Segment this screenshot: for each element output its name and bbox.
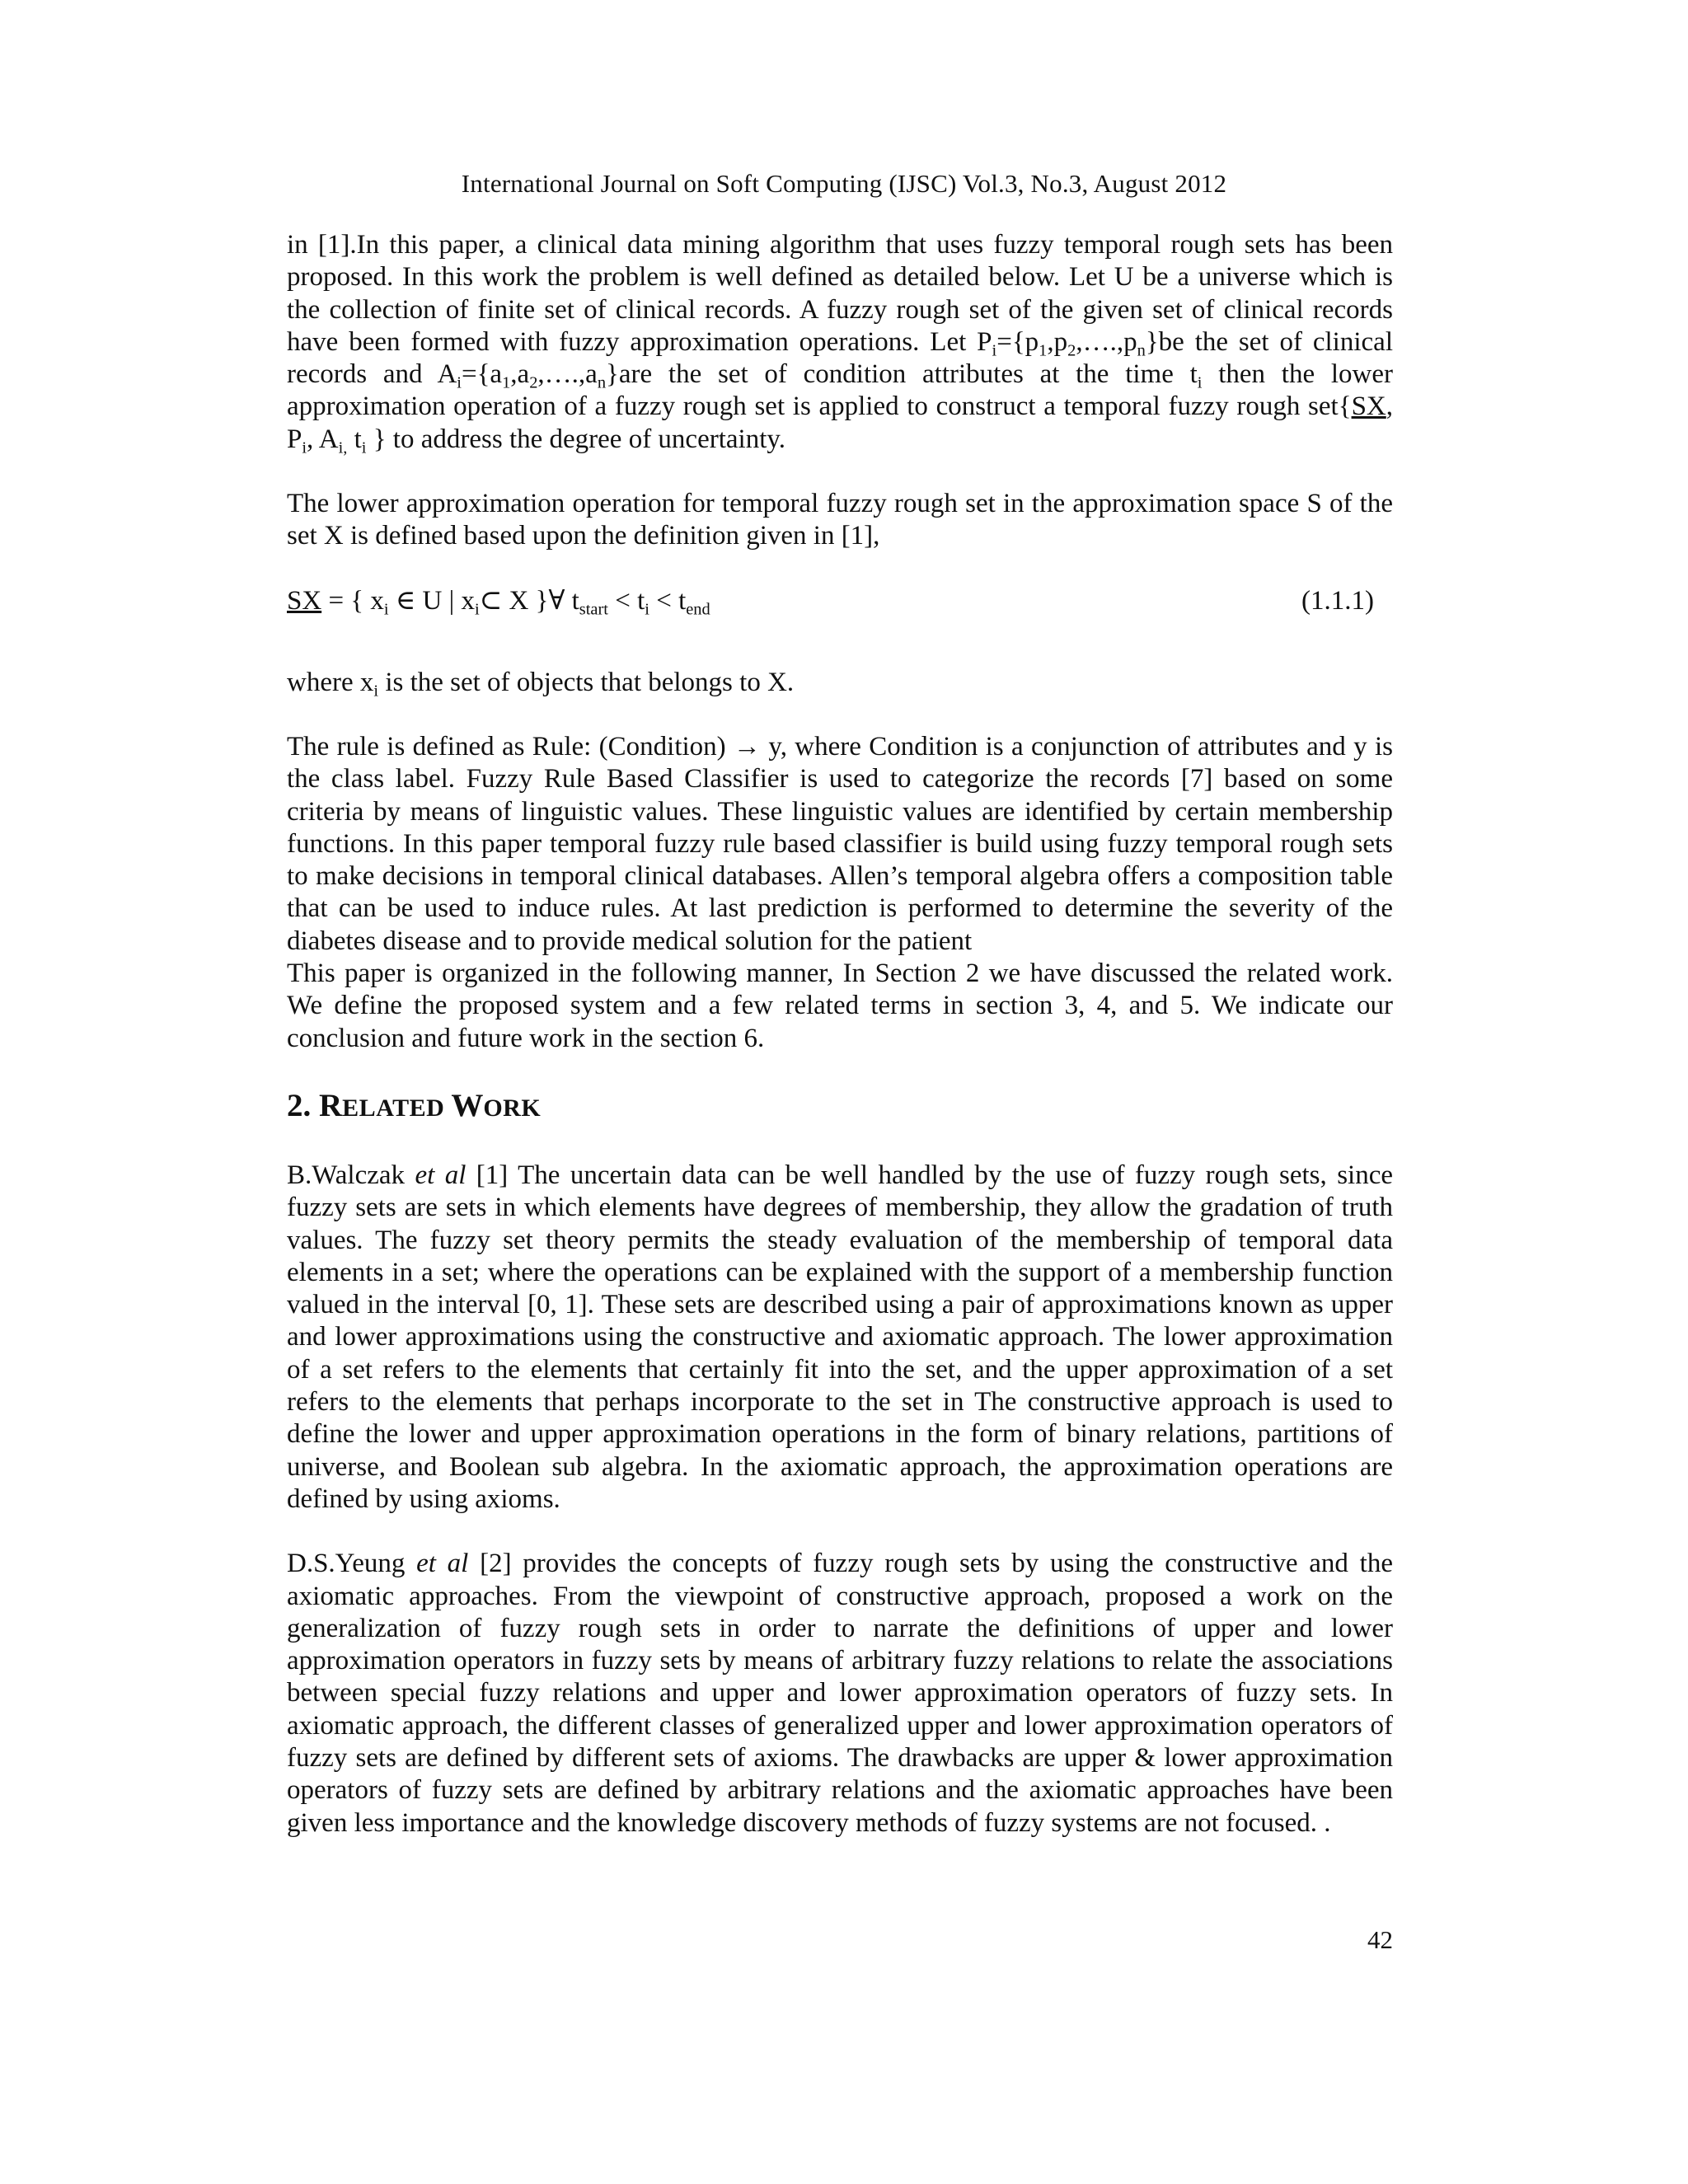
- where-clause: where $x_i$ is the set of objects that belongs to X.: [287, 667, 795, 701]
- rule-paragraph: The rule is defined as Rule: (Condition) → y, where Condition is a conjunction of attributes and y is the class label. Fuzzy Rule Based Classifier is used to categorize the records [7] based on some criteria by means of linguistic values. These linguistic values are identified by certain membership functions. In this paper temporal fuzzy rule based classifier is build using fuzzy temporal rough sets to make decisions in temporal clinical databases. Allen’s temporal algebra offers a composition table that can be used to induce rules. At last prediction is performed to determine the severity of the diabetes disease and to provide medical solution for the patient: [287, 731, 1393, 956]
- organization-paragraph: This paper is organized in the following manner, In Section 2 we have discussed the related work. We define the proposed system and a few related terms in section 3, 4, and 5. We indicate our conclusion and future work in the section 6.: [287, 958, 1393, 1053]
- page-body: [287, 229, 1393, 1840]
- walczak-paragraph: B.Walczak et al [1] The uncertain data can be well handled by the use of fuzzy rough sets, since fuzzy sets are sets in which elements have degrees of membership, they allow the gradation of truth values. The fuzzy set theory permits the steady evaluation of the membership of temporal data elements in a set; where the operations can be explained with the support of a membership function valued in the interval [0, 1]. These sets are described using a pair of approximations known as upper and lower approximations using the constructive and axiomatic approach. The lower approximation of a set refers to the elements that certainly fit into the set, and the upper approximation of a set refers to the elements that perhaps incorporate to the set in The constructive approach is used to define the lower and upper approximation operations in the form of binary relations, partitions of universe, and Boolean sub algebra. In the axiomatic approach, the approximation operations are defined by using axioms.: [287, 1160, 1393, 1514]
- equation-1-1-1: [287, 585, 1393, 618]
- page-number: 42: [1367, 1925, 1393, 1954]
- intro-paragraph-1: in [1].In this paper, a clinical data mining algorithm that uses fuzzy temporal rough sets has been proposed. In this work the problem is well defined as detailed below. Let U be a universe which is the collection of finite set of clinical records. A fuzzy rough set of the given set of clinical records have been formed with fuzzy approximation operations. Let $P_i=\{p_1,p_2,\dots.,p_n\}be$ the set of clinical records and $A_i=\{a_1,a_2,\dots.,a_n\}are$ the set of condition attributes at the time $t_i$ then the lower approximation operation of a fuzzy rough set is applied to construct a temporal fuzzy rough set{SX, $P_i$, $A_{i,}$ $t_i$ } to address the degree of uncertainty.: [287, 230, 1393, 457]
- equation-body: SX = { $x_i$ ∈ U | $x_i\subset$ X }∀ $t_{start} < t_i < t_{end}$: [287, 585, 710, 619]
- equation-number: (1.1.1): [1301, 585, 1374, 616]
- sx-lower-approximation: SX: [1351, 391, 1386, 422]
- yeung-paragraph: D.S.Yeung et al [2] provides the concepts of fuzzy rough sets by using the constructive and the axiomatic approaches. From the viewpoint of constructive approach, proposed a work on the generalization of fuzzy rough sets in order to narrate the definitions of upper and lower approximation operators in fuzzy sets by means of arbitrary fuzzy relations to relate the associations between special fuzzy relations and upper and lower approximation operators of fuzzy sets. In axiomatic approach, the different classes of generalized upper and lower approximation operators of fuzzy sets are defined by different sets of axioms. The drawbacks are upper & lower approximation operators of fuzzy sets are defined by arbitrary relations and the axiomatic approaches have been given less importance and the knowledge discovery methods of fuzzy systems are not focused. .: [287, 1549, 1393, 1838]
- section-heading-related-work: 2. RELATED WORK: [287, 1087, 542, 1123]
- running-header: International Journal on Soft Computing (IJSC) Vol.3, No.3, August 2012: [461, 169, 1227, 198]
- intro-paragraph-2: The lower approximation operation for temporal fuzzy rough set in the approximation space S of the set X is defined based upon the definition given in [1],: [287, 489, 1393, 551]
